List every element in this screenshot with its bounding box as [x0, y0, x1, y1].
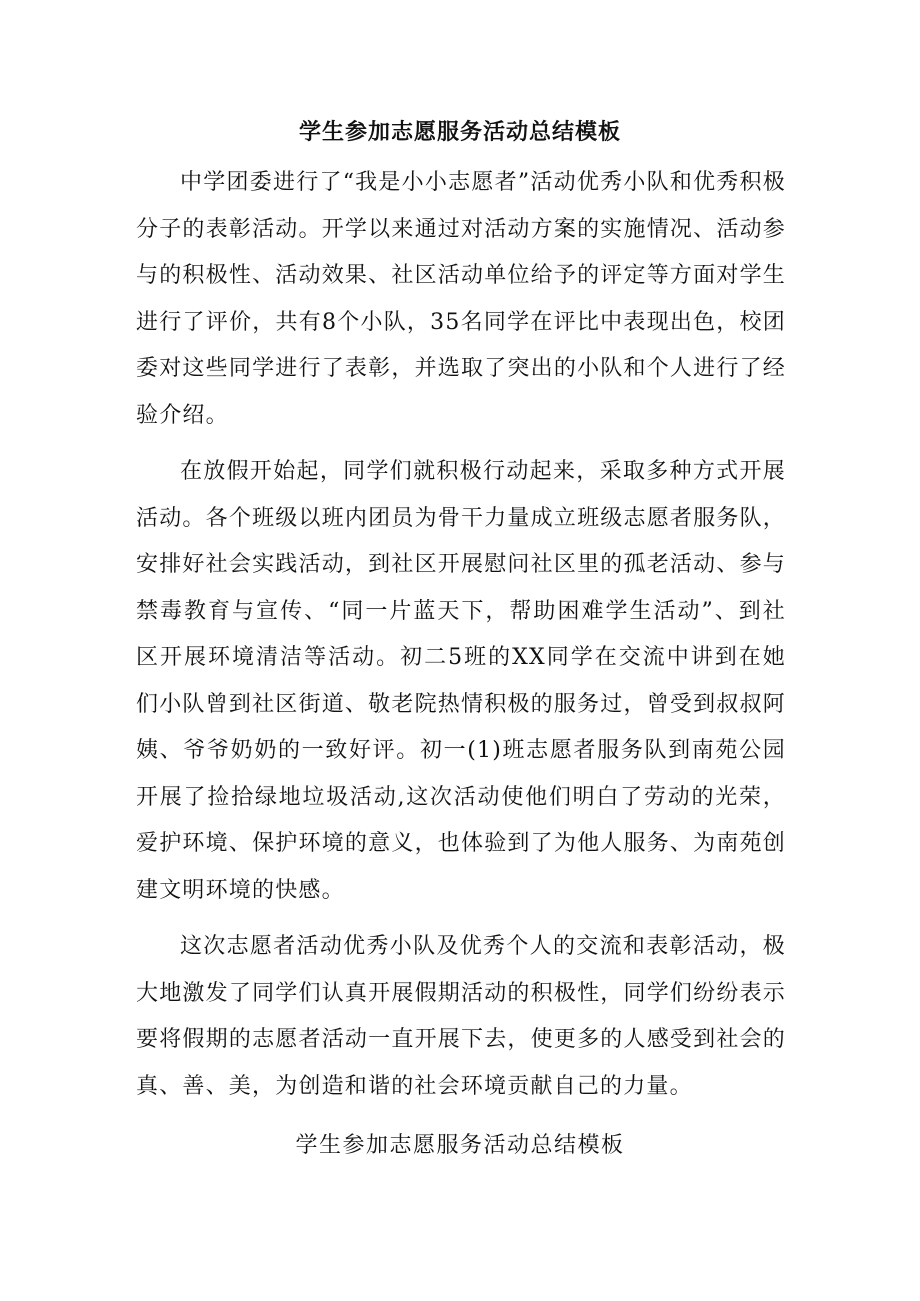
paragraph-conclusion: 这次志愿者活动优秀小队及优秀个人的交流和表彰活动，极大地激发了同学们认真开展假期活动的积极性，同学们纷纷表示要将假期的志愿者活动一直开展下去，使更多的人感受到社会的真、善、美，为创造和谐的社会环境贡献自己的力量。 [136, 934, 786, 1099]
footer-title: 学生参加志愿服务活动总结模板 [295, 1133, 625, 1158]
document-title: 学生参加志愿服务活动总结模板 [298, 119, 621, 145]
document-body [136, 160, 786, 1120]
paragraph-commendation: 中学团委进行了“我是小小志愿者”活动优秀小队和优秀积极分子的表彰活动。开学以来通过对活动方案的实施情况、活动参与的积极性、活动效果、社区活动单位给予的评定等方面对学生进行了评价，共有8个小队，35名同学在评比中表现出色，校团委对这些同学进行了表彰，并选取了突出的小队和个人进行了经验介绍。 [136, 170, 786, 428]
paragraph-activities: 在放假开始起，同学们就积极行动起来，采取多种方式开展活动。各个班级以班内团员为骨干力量成立班级志愿者服务队，安排好社会实践活动，到社区开展慰问社区里的孤老活动、参与禁毒教育与宣传、“同一片蓝天下，帮助困难学生活动”、到社区开展环境清洁等活动。初二5班的XX同学在交流中讲到在她们小队曾到社区街道、敬老院热情积极的服务过，曾受到叔叔阿姨、爷爷奶奶的一致好评。初一(1)班志愿者服务队到南苑公园开展了捡拾绿地垃圾活动,这次活动使他们明白了劳动的光荣，爱护环境、保护环境的意义，也体验到了为他人服务、为南苑创建文明环境的快感。 [136, 459, 786, 903]
